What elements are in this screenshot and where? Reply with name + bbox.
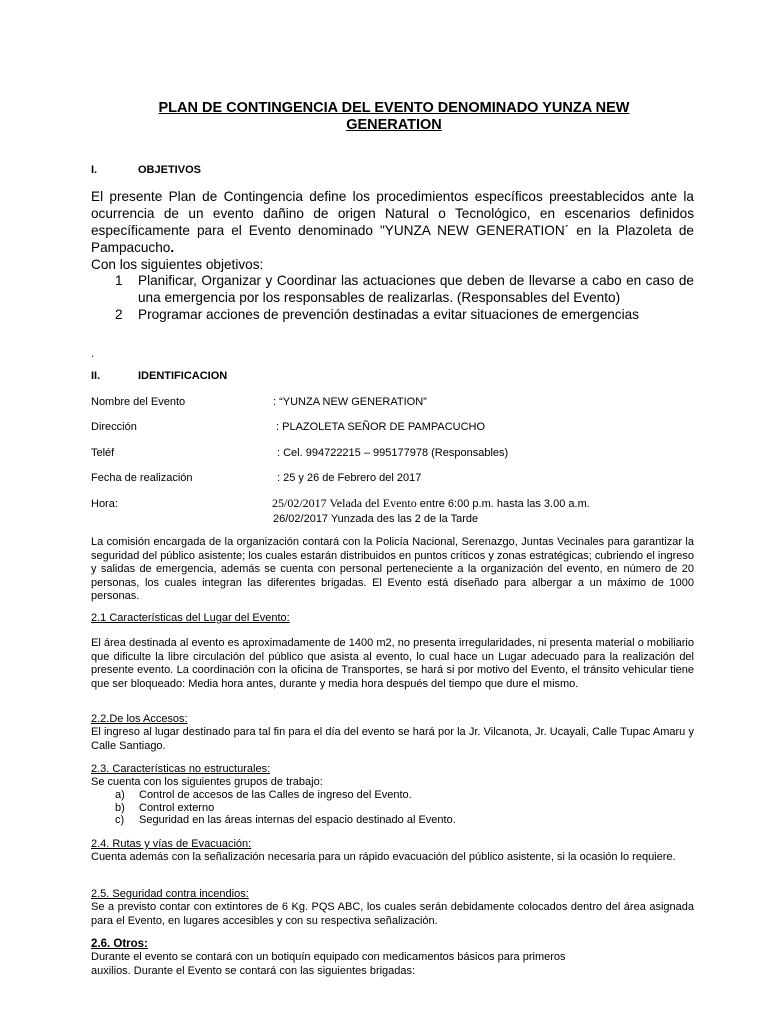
event-name-label: Nombre del Evento (91, 396, 186, 408)
item-text: Planificar, Organizar y Coordinar las actuaciones que deben de llevarse a cabo en caso de una emergencia por los responsables de realizarlas. (Responsables del Evento) (138, 273, 694, 305)
address-value: : PLAZOLETA SEÑOR DE PAMPACUCHO (276, 421, 486, 433)
list-item (91, 306, 694, 323)
intro-end: . (170, 240, 175, 255)
objectives-intro: Con los siguientes objetivos: (91, 257, 264, 272)
objectives-list (91, 272, 694, 323)
intro-text: El presente Plan de Contingencia define los procedimientos específicos preestablecidos ante la ocurrencia de un evento dañino de origen Natural o Tecnológico, en escenarios definidos específicamente para el Evento denominado "YUNZA NEW GENERATION´ en la Plazoleta de Pampacucho (91, 189, 694, 255)
paragraph-2-6 (91, 951, 694, 978)
paragraph-2-6-line-1: Durante el evento se contará con un botiquín equipado con medicamentos básicos para primeros (91, 951, 566, 963)
item-text: Control externo (139, 801, 215, 814)
section-objetivos-heading (0, 164, 768, 178)
heading-2-4-number: 2.4. (91, 838, 113, 850)
paragraph-2-5: Se a previsto contar con extintores de 6 Kg. PQS ABC, los cuales serán debidamente colocados dentro del área asignada para el Evento, en lugares accesibles y con su respectiva señalización. (91, 901, 694, 927)
section-number: I. (91, 164, 98, 176)
heading-2-1: 2.1 Características del Lugar del Evento: (91, 612, 290, 624)
heading-2-6: 2.6. Otros: (91, 938, 148, 950)
time-line-1-date: 25/02/2017 Velada del Evento (272, 496, 417, 510)
date-label: Fecha de realización (91, 472, 193, 484)
list-item (91, 272, 694, 306)
phone-value: : Cel. 994722215 – 995177978 (Responsables) (277, 447, 509, 459)
document-title: PLAN DE CONTINGENCIA DEL EVENTO DENOMINADO YUNZA NEW GENERATION (158, 100, 630, 133)
section-label: OBJETIVOS (138, 164, 201, 176)
stray-dot: . (91, 348, 95, 360)
list-item (91, 802, 694, 815)
section-number: II. (91, 370, 101, 382)
intro-paragraph (91, 188, 694, 273)
time-label: Hora: (91, 498, 118, 510)
section-identificacion-heading (0, 370, 768, 384)
paragraph-2-2: El ingreso al lugar destinado para tal fin para el día del evento se hará por la Jr. Vilcanota, Jr. Ucayali, Calle Tupac Amaru y Calle Santiago. (91, 726, 694, 752)
heading-2-4 (91, 837, 251, 851)
item-text: Control de accesos de las Calles de ingreso del Evento. (139, 789, 412, 801)
work-groups-list (91, 789, 694, 827)
paragraph-2-1: El área destinada al evento es aproximadamente de 1400 m2, no presenta irregularidades, ni presenta material o mobiliario que dificulte la libre circulación del público que asista al evento, lo cual hace un Lugar adecuado para la realización del presente evento. La coordinación con la oficina de Transportes, se hará si por motivo del Evento, el tránsito vehicular tiene que ser bloqueado: Media hora antes, durante y media hora después del tiempo que dure el mismo. (91, 637, 694, 690)
date-value: : 25 y 26 de Febrero del 2017 (277, 472, 422, 484)
heading-2-4-label: Rutas y vías de Evacuación: (112, 838, 252, 850)
item-mark: b) (115, 801, 125, 814)
item-number: 2 (115, 307, 123, 322)
paragraph-2-3-intro: Se cuenta con los siguientes grupos de trabajo: (91, 776, 323, 788)
item-mark: c) (115, 814, 125, 827)
paragraph-2-6-line-2: auxilios. Durante el Evento se contará con las siguientes brigadas: (91, 964, 416, 977)
commission-paragraph: La comisión encargada de la organización contará con la Policía Nacional, Serenazgo, Juntas Vecinales para garantizar la seguridad del público asistente; los cuales estarán distribuidos en puntos críticos y zonas estratégicas; cubriendo el ingreso y salidas de emergencia, además se cuenta con personal perteneciente a la organización del evento, en número de 20 personas, los cuales integran las diferentes brigadas. El Evento está diseñado para albergar a un máximo de 1000 personas. (91, 536, 694, 603)
time-line-2: 26/02/2017 Yunzada des las 2 de la Tarde (273, 513, 479, 525)
section-label: IDENTIFICACION (138, 370, 228, 382)
list-item (91, 814, 694, 827)
heading-2-2: 2.2.De los Accesos: (91, 713, 188, 725)
item-mark: a) (115, 789, 125, 801)
time-line-1 (272, 496, 590, 511)
item-number: 1 (115, 273, 123, 288)
heading-2-3: 2.3. Características no estructurales: (91, 763, 271, 775)
address-label: Dirección (91, 421, 137, 433)
list-item (91, 789, 694, 802)
paragraph-2-4: Cuenta además con la señalización necesaria para un rápido evacuación del público asistente, si la ocasión lo requiere. (91, 851, 676, 863)
phone-label: Teléf (91, 447, 115, 459)
time-line-1-rest: entre 6:00 p.m. hasta las 3.00 a.m. (416, 498, 590, 510)
item-text: Programar acciones de prevención destinadas a evitar situaciones de emergencias (138, 307, 639, 322)
heading-2-5: 2.5. Seguridad contra incendios: (91, 888, 249, 900)
item-text: Seguridad en las áreas internas del espacio destinado al Evento. (139, 814, 456, 827)
event-name-value: : “YUNZA NEW GENERATION” (273, 396, 427, 408)
